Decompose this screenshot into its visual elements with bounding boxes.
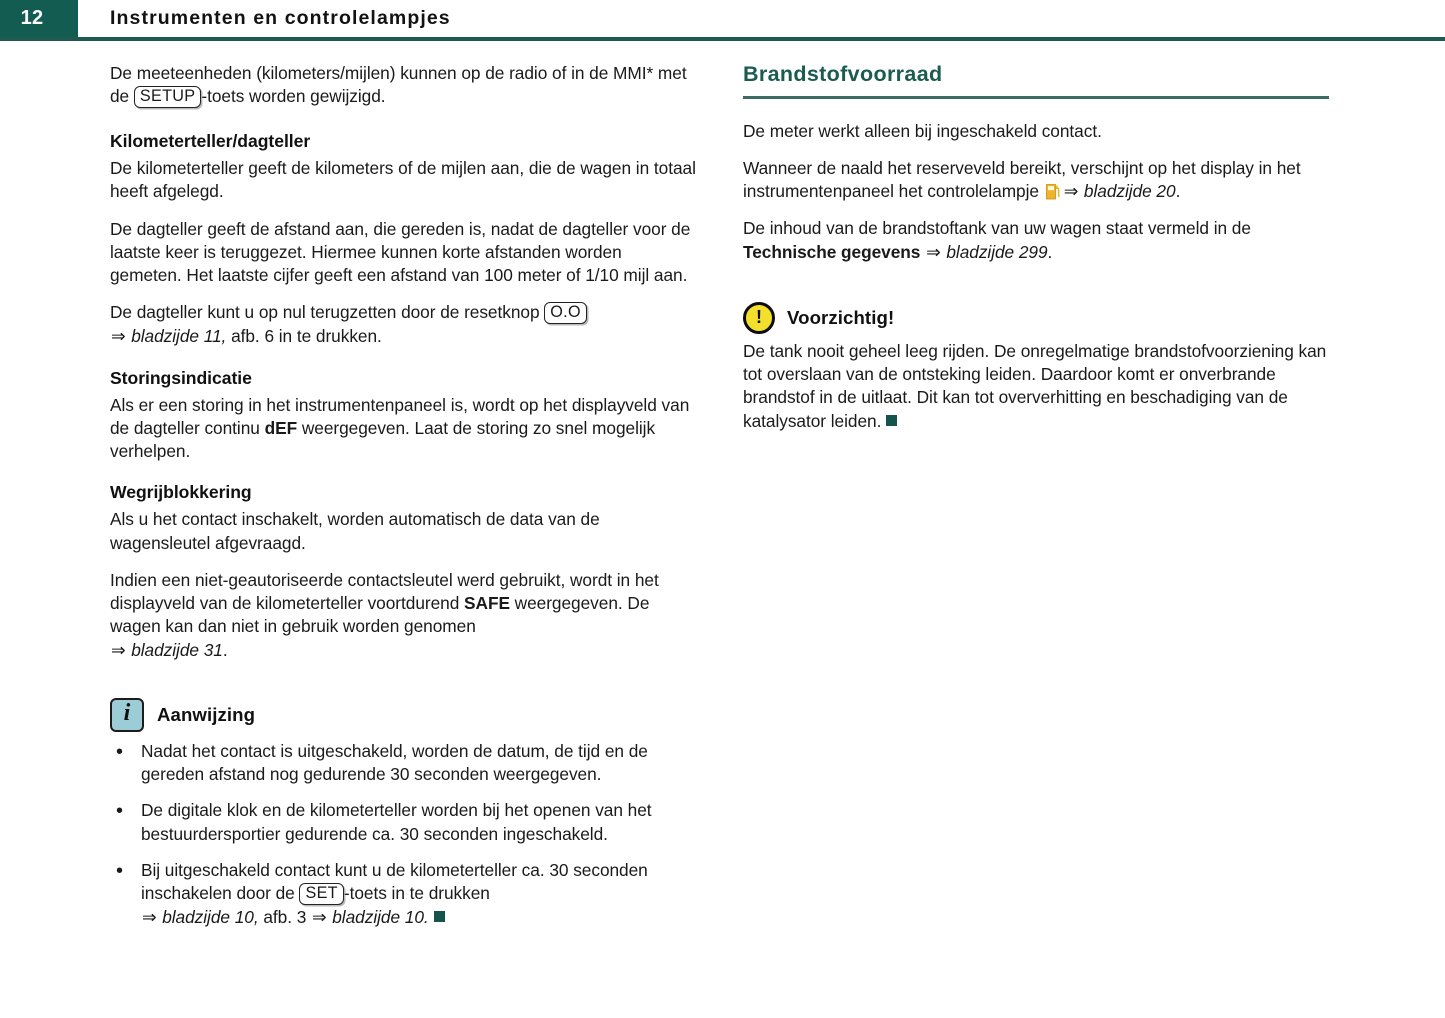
technische-gegevens-label: Technische gegevens [743, 241, 921, 262]
brandstof-p3-part1: De inhoud van de brandstoftank van uw wagen staat vermeld in de [743, 218, 1251, 239]
storing-text-part2: weergegeven. Laat de storing zo snel mogelijk verhelpen. [110, 417, 656, 462]
brandstof-p2-part2: . [1175, 181, 1181, 201]
warning-body: De tank nooit geheel leeg rijden. De onregelmatige brandstofvoorziening kan tot overslaan van de ontsteking leiden. Daardoor komt er onverbrande brandstof in de uitlaat. Dit kan tot oververhitting en beschadiging van de katalysator leiden. [743, 340, 1327, 431]
wegrijblokkering-paragraph-2 [110, 569, 698, 662]
page-number: 12 [20, 7, 44, 29]
left-column [110, 62, 698, 929]
cross-reference-arrow-icon: ⇒ [142, 907, 157, 928]
note-bullet-3-part1: Bij uitgeschakeld contact kunt u de kilometerteller ca. 30 seconden inschakelen door de [141, 859, 648, 904]
cross-reference-arrow-icon: ⇒ [926, 241, 941, 262]
list-item [110, 799, 698, 846]
page-body [0, 62, 1445, 1012]
list-item [110, 859, 698, 929]
intro-paragraph [110, 62, 698, 109]
kilometerteller-paragraph-1: De kilometerteller geeft de kilometers of de mijlen aan, die de wagen in totaal heeft afgelegd. [110, 158, 696, 202]
storing-text-part1: Als er een storing in het instrumentenpaneel is, wordt op het displayveld van de dagteller continu [110, 394, 690, 438]
note-bullet-list [110, 740, 698, 929]
note-bullet-3-part3: afb. 3 [258, 907, 312, 928]
setup-key[interactable]: SETUP [134, 86, 201, 108]
warning-exclamation-icon [743, 302, 775, 334]
heading-wegrijblokkering: Wegrijblokkering [110, 482, 252, 503]
reset-text-part1: De dagteller kunt u op nul terugzetten door de resetknop [110, 302, 545, 323]
storingsindicatie-paragraph [110, 394, 698, 464]
cross-reference-bladzijde-10-b[interactable]: bladzijde 10. [332, 907, 429, 928]
cross-reference-bladzijde-11[interactable]: bladzijde 11, [131, 326, 227, 347]
list-item [110, 740, 698, 787]
heading-storingsindicatie: Storingsindicatie [110, 367, 252, 388]
wegrij-code-safe: SAFE [464, 593, 510, 614]
warning-title: Voorzichtig! [787, 306, 895, 328]
cross-reference-arrow-icon: ⇒ [111, 326, 126, 347]
note-bullet-2-text: De digitale klok en de kilometerteller worden bij het openen van het bestuurdersportier gedurende ca. 30 seconden ingeschakeld. [141, 800, 652, 844]
warning-text [743, 340, 1331, 433]
note-header [110, 698, 698, 732]
cross-reference-bladzijde-31[interactable]: bladzijde 31 [131, 639, 223, 660]
right-column [743, 62, 1331, 447]
brandstof-paragraph-2 [743, 157, 1331, 204]
heading-kilometerteller: Kilometerteller/dagteller [110, 131, 311, 152]
page-title: Instrumenten en controlelampjes [110, 7, 451, 29]
end-of-topic-marker-icon [434, 911, 445, 922]
wegrij-text-part3: . [222, 639, 228, 660]
note-bullet-3-part2: -toets in te drukken [343, 883, 490, 904]
cross-reference-bladzijde-299[interactable]: bladzijde 299 [946, 241, 1048, 262]
kilometerteller-paragraph-2: De dagteller geeft de afstand aan, die gereden is, nadat de dagteller voor de laatste keer is teruggezet. Hiermee kunnen korte afstanden worden gemeten. Het laatste cijfer geeft een afstand van 100 meter of 1/10 mijl aan. [110, 218, 691, 286]
wegrijblokkering-paragraph-1: Als u het contact inschakelt, worden automatisch de data van de wagensleutel afgevraagd. [110, 509, 600, 553]
brandstof-p2-part1: Wanneer de naald het reserveveld bereikt, verschijnt op het display in het instrumentenpaneel het controlelampje [743, 157, 1301, 201]
section-heading-brandstofvoorraad: Brandstofvoorraad [743, 62, 943, 86]
section-heading-rule [743, 96, 1329, 99]
info-icon [110, 698, 144, 732]
wegrij-text-part1: Indien een niet-geautoriseerde contactsleutel werd gebruikt, wordt in het displayveld van de kilometerteller voortdurend [110, 569, 659, 614]
cross-reference-bladzijde-10-a[interactable]: bladzijde 10, [162, 907, 259, 928]
reset-text-part2: afb. 6 in te drukken. [226, 326, 382, 347]
fuel-pump-icon [1046, 183, 1061, 200]
cross-reference-bladzijde-20[interactable]: bladzijde 20 [1083, 181, 1176, 201]
kilometerteller-reset-paragraph [110, 301, 698, 348]
brandstof-paragraph-1: De meter werkt alleen bij ingeschakeld contact. [743, 120, 1102, 141]
warning-header [743, 302, 1331, 334]
brandstof-p3-part2: . [1047, 241, 1053, 262]
intro-text-part1: De meeteenheden (kilometers/mijlen) kunnen op de radio of in de MMI* met de [110, 63, 687, 107]
storing-code-def: dEF [264, 417, 298, 438]
header-divider-rule [0, 37, 1445, 41]
cross-reference-arrow-icon: ⇒ [1063, 181, 1079, 201]
intro-text-part2: -toets worden gewijzigd. [201, 86, 386, 107]
end-of-topic-marker-icon [886, 415, 897, 426]
note-bullet-1-text: Nadat het contact is uitgeschakeld, worden de datum, de tijd en de gereden afstand nog gedurende 30 seconden weergegeven. [141, 740, 648, 785]
note-title: Aanwijzing [157, 703, 256, 725]
cross-reference-arrow-icon: ⇒ [312, 907, 327, 928]
wegrij-text-part2: weergegeven. De wagen kan dan niet in gebruik worden genomen [110, 593, 650, 637]
page-running-header [0, 0, 1445, 41]
reset-key[interactable]: O.O [544, 302, 587, 324]
cross-reference-arrow-icon: ⇒ [111, 639, 126, 660]
set-key[interactable]: SET [299, 883, 343, 905]
brandstof-paragraph-3 [743, 217, 1331, 264]
